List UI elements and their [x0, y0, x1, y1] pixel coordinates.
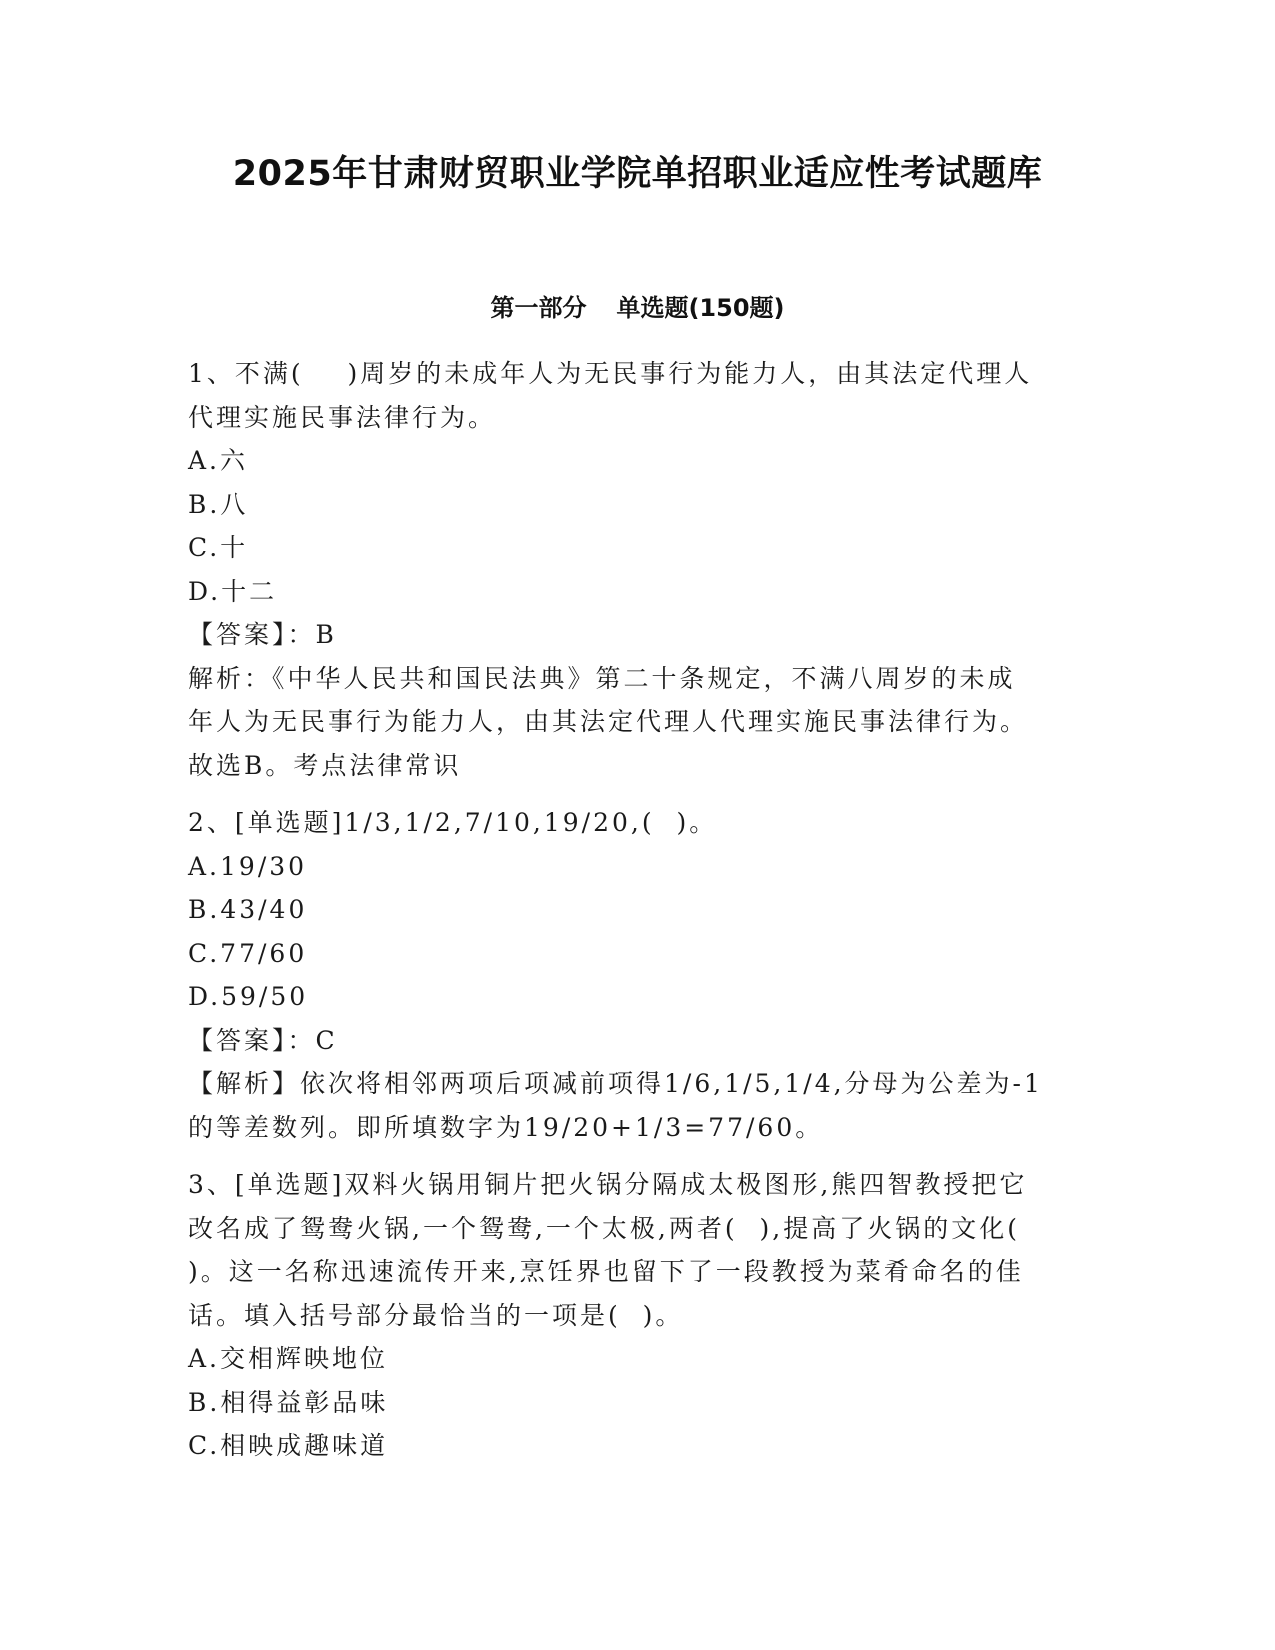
option-d: D.十二: [188, 576, 278, 606]
section-name: 单选题(150题): [616, 294, 785, 322]
option-c: C.77/60: [188, 938, 308, 968]
analysis-line: 的等差数列。即所填数字为19/20+1/3=77/60。: [188, 1112, 824, 1142]
question-1: [188, 352, 1073, 787]
option-a: A.交相辉映地位: [188, 1344, 389, 1373]
analysis-line: [188, 1062, 1073, 1106]
question-stem-line: 改名成了鸳鸯火锅,一个鸳鸯,一个太极,两者( ),提高了火锅的文化(: [188, 1213, 1020, 1243]
analysis-line: 故选B。考点法律常识: [188, 750, 462, 780]
option-a: A.六: [188, 446, 249, 475]
analysis-text: 依次将相邻两项后项减前项得1/6,1/5,1/4,分母为公差为-1: [300, 1069, 1043, 1098]
option-b: B.43/40: [188, 895, 308, 924]
question-stem-line: 话。填入括号部分最恰当的一项是( )。: [188, 1300, 684, 1330]
answer-line: [188, 1019, 1073, 1063]
answer-value: ：C: [287, 1025, 338, 1055]
answer-line: [188, 613, 1073, 657]
option-d: D.59/50: [188, 982, 309, 1011]
option-a: A.19/30: [188, 851, 308, 881]
option-c: C.相映成趣味道: [188, 1431, 389, 1460]
question-2: [188, 801, 1073, 1149]
option-c: C.十: [188, 533, 249, 562]
question-stem-line: )。这一名称迅速流传开来,烹饪界也留下了一段教授为菜肴命名的佳: [188, 1257, 1024, 1286]
document-title: 2025年甘肃财贸职业学院单招职业适应性考试题库: [232, 154, 1043, 194]
answer-label: 【答案】: [188, 620, 288, 649]
analysis-label: 【解析】: [188, 1069, 301, 1098]
analysis-line: 年人为无民事行为能力人，由其法定代理人代理实施民事法律行为。: [188, 707, 1029, 736]
section-heading: [0, 290, 1275, 326]
question-stem-line: 3、[单选题]双料火锅用铜片把火锅分隔成太极图形,熊四智教授把它: [188, 1170, 1028, 1199]
option-b: B.八: [188, 489, 249, 519]
question-list: [188, 352, 1073, 1482]
question-stem-line: 代理实施民事法律行为。: [188, 402, 497, 432]
answer-value: ：B: [287, 620, 337, 649]
question-3: [188, 1163, 1073, 1468]
section-part: 第一部分: [490, 294, 587, 322]
analysis-line: 解析：《中华人民共和国民法典》第二十条规定，不满八周岁的未成: [188, 663, 1016, 693]
option-b: B.相得益彰品味: [188, 1387, 389, 1417]
answer-label: 【答案】: [188, 1025, 288, 1055]
question-stem-line: 2、[单选题]1/3,1/2,7/10,19/20,( )。: [188, 808, 718, 837]
question-stem-line: 1、不满( )周岁的未成年人为无民事行为能力人，由其法定代理人: [188, 359, 1033, 388]
